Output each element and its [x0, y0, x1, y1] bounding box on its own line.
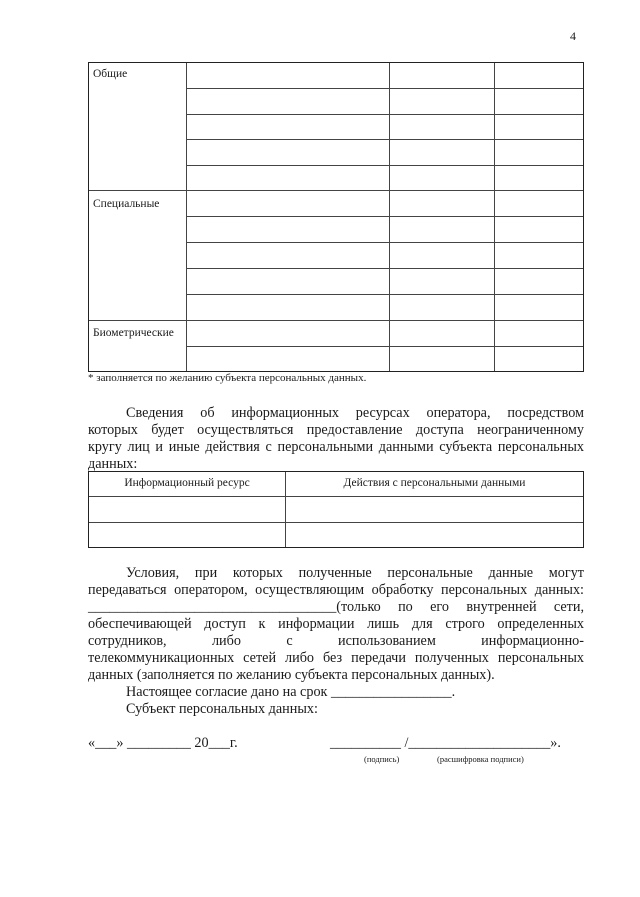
category-label-general: Общие	[93, 68, 128, 80]
information-resources-table	[88, 471, 584, 548]
table-row-divider	[186, 139, 583, 140]
conditions-line: сотрудников, либо с использованием информационно-	[88, 633, 584, 649]
conditions-line: данных (заполняется по желанию субъекта персональных данных).	[88, 667, 495, 683]
conditions-line: обеспечивающей доступ к информации лишь для строго определенных	[88, 616, 584, 632]
table-row-divider	[186, 268, 583, 269]
table-column-divider	[389, 63, 390, 371]
signature-decode-caption: (расшифровка подписи)	[437, 754, 524, 764]
resources-intro-line: кругу лиц и иные действия с персональными данными субъекта персональных	[88, 439, 584, 455]
signature-line: __________ /____________________».	[330, 735, 561, 751]
table-row-divider	[186, 165, 583, 166]
table-group-divider	[89, 320, 583, 321]
table-group-divider	[89, 190, 583, 191]
table-column-divider	[186, 63, 187, 371]
subject-label: Субъект персональных данных:	[126, 701, 318, 717]
personal-data-categories-table	[88, 62, 584, 372]
conditions-line: ___________________________________(только по его внутренней сети,	[88, 599, 584, 615]
column-header-actions: Действия с персональными данными	[343, 477, 526, 489]
table-row-divider	[186, 88, 583, 89]
table-row-divider	[186, 242, 583, 243]
conditions-line: передаваться оператором, осуществляющим обработку персональных данных:	[88, 582, 584, 598]
column-header-resource: Информационный ресурс	[124, 477, 250, 489]
table-row-divider	[186, 346, 583, 347]
date-line: «___» _________ 20___г.	[88, 735, 238, 751]
conditions-line: Условия, при которых полученные персональные данные могут	[126, 565, 584, 581]
resources-intro	[88, 405, 584, 473]
resources-intro-line: данных:	[88, 456, 138, 472]
table-column-divider	[494, 63, 495, 371]
resources-intro-line: которых будет осуществляться предоставление доступа неограниченному	[88, 422, 584, 438]
table-row-divider	[89, 496, 583, 497]
table-row-divider	[186, 216, 583, 217]
table-row-divider	[186, 294, 583, 295]
signature-caption: (подпись)	[364, 754, 400, 764]
category-label-biometric: Биометрические	[93, 327, 174, 339]
table-row-divider	[89, 522, 583, 523]
table-row-divider	[186, 114, 583, 115]
conditions-line: телекоммуникационных сетей либо без передачи полученных персональных	[88, 650, 584, 666]
category-label-special: Специальные	[93, 198, 160, 210]
conditions-paragraph	[88, 565, 584, 718]
page-number: 4	[570, 29, 576, 43]
footnote: * заполняется по желанию субъекта персональных данных.	[88, 372, 367, 384]
consent-term: Настоящее согласие дано на срок _________________.	[126, 684, 456, 700]
resources-intro-line: Сведения об информационных ресурсах оператора, посредством	[126, 405, 584, 421]
